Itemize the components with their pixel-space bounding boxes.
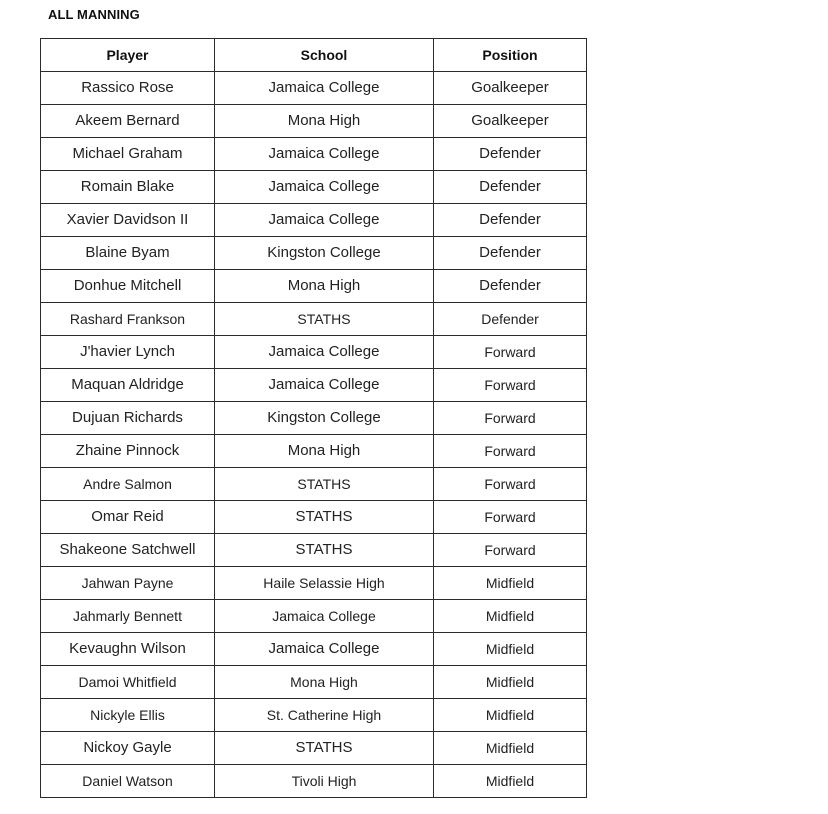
cell-player: Akeem Bernard xyxy=(41,105,215,138)
cell-position: Forward xyxy=(434,435,587,468)
table-row xyxy=(41,534,587,567)
cell-player: Rashard Frankson xyxy=(41,303,215,336)
cell-position: Forward xyxy=(434,336,587,369)
cell-position: Midfield xyxy=(434,666,587,699)
cell-position: Defender xyxy=(434,303,587,336)
cell-position: Forward xyxy=(434,402,587,435)
cell-position: Defender xyxy=(434,171,587,204)
table-row xyxy=(41,666,587,699)
cell-position: Midfield xyxy=(434,633,587,666)
cell-position: Forward xyxy=(434,369,587,402)
cell-position: Forward xyxy=(434,501,587,534)
header-school: School xyxy=(215,39,434,72)
cell-school: Mona High xyxy=(215,666,434,699)
cell-player: Andre Salmon xyxy=(41,468,215,501)
cell-school: Jamaica College xyxy=(215,72,434,105)
cell-player: Daniel Watson xyxy=(41,765,215,798)
cell-school: STATHS xyxy=(215,303,434,336)
cell-school: St. Catherine High xyxy=(215,699,434,732)
cell-position: Goalkeeper xyxy=(434,105,587,138)
table-row xyxy=(41,237,587,270)
cell-school: Jamaica College xyxy=(215,171,434,204)
cell-player: Jahmarly Bennett xyxy=(41,600,215,633)
cell-position: Defender xyxy=(434,237,587,270)
cell-position: Defender xyxy=(434,204,587,237)
cell-position: Forward xyxy=(434,468,587,501)
cell-school: Mona High xyxy=(215,435,434,468)
table-row xyxy=(41,402,587,435)
cell-player: Donhue Mitchell xyxy=(41,270,215,303)
cell-position: Midfield xyxy=(434,600,587,633)
table-row xyxy=(41,600,587,633)
roster-table xyxy=(40,38,587,798)
cell-school: Jamaica College xyxy=(215,336,434,369)
cell-position: Defender xyxy=(434,138,587,171)
cell-school: Jamaica College xyxy=(215,369,434,402)
cell-school: Jamaica College xyxy=(215,633,434,666)
header-player: Player xyxy=(41,39,215,72)
table-row xyxy=(41,699,587,732)
table-row xyxy=(41,369,587,402)
table-row xyxy=(41,501,587,534)
table-row xyxy=(41,336,587,369)
cell-school: Tivoli High xyxy=(215,765,434,798)
cell-player: Kevaughn Wilson xyxy=(41,633,215,666)
cell-position: Midfield xyxy=(434,765,587,798)
table-header-row xyxy=(41,39,587,72)
cell-school: Kingston College xyxy=(215,402,434,435)
cell-player: Michael Graham xyxy=(41,138,215,171)
table-row xyxy=(41,567,587,600)
cell-player: Blaine Byam xyxy=(41,237,215,270)
cell-school: STATHS xyxy=(215,534,434,567)
table-row xyxy=(41,138,587,171)
cell-school: Jamaica College xyxy=(215,138,434,171)
table-row xyxy=(41,303,587,336)
cell-player: Damoi Whitfield xyxy=(41,666,215,699)
table-row xyxy=(41,633,587,666)
cell-player: Maquan Aldridge xyxy=(41,369,215,402)
cell-player: Dujuan Richards xyxy=(41,402,215,435)
table-row xyxy=(41,468,587,501)
table-row xyxy=(41,435,587,468)
cell-player: Jahwan Payne xyxy=(41,567,215,600)
cell-school: Kingston College xyxy=(215,237,434,270)
table-row xyxy=(41,732,587,765)
header-position: Position xyxy=(434,39,587,72)
cell-school: Mona High xyxy=(215,105,434,138)
cell-school: Jamaica College xyxy=(215,600,434,633)
cell-player: Xavier Davidson II xyxy=(41,204,215,237)
table-row xyxy=(41,171,587,204)
cell-school: STATHS xyxy=(215,468,434,501)
cell-player: Rassico Rose xyxy=(41,72,215,105)
cell-player: Nickyle Ellis xyxy=(41,699,215,732)
cell-player: Shakeone Satchwell xyxy=(41,534,215,567)
cell-position: Midfield xyxy=(434,732,587,765)
cell-player: Nickoy Gayle xyxy=(41,732,215,765)
cell-position: Midfield xyxy=(434,699,587,732)
document-title: ALL MANNING xyxy=(48,7,140,22)
cell-player: Omar Reid xyxy=(41,501,215,534)
table-row xyxy=(41,204,587,237)
cell-player: Zhaine Pinnock xyxy=(41,435,215,468)
table-row xyxy=(41,270,587,303)
cell-school: Mona High xyxy=(215,270,434,303)
cell-position: Goalkeeper xyxy=(434,72,587,105)
cell-player: Romain Blake xyxy=(41,171,215,204)
cell-position: Defender xyxy=(434,270,587,303)
cell-school: Haile Selassie High xyxy=(215,567,434,600)
table-row xyxy=(41,105,587,138)
cell-school: STATHS xyxy=(215,501,434,534)
cell-school: STATHS xyxy=(215,732,434,765)
cell-school: Jamaica College xyxy=(215,204,434,237)
table-row xyxy=(41,765,587,798)
table-row xyxy=(41,72,587,105)
cell-position: Midfield xyxy=(434,567,587,600)
cell-position: Forward xyxy=(434,534,587,567)
cell-player: J'havier Lynch xyxy=(41,336,215,369)
